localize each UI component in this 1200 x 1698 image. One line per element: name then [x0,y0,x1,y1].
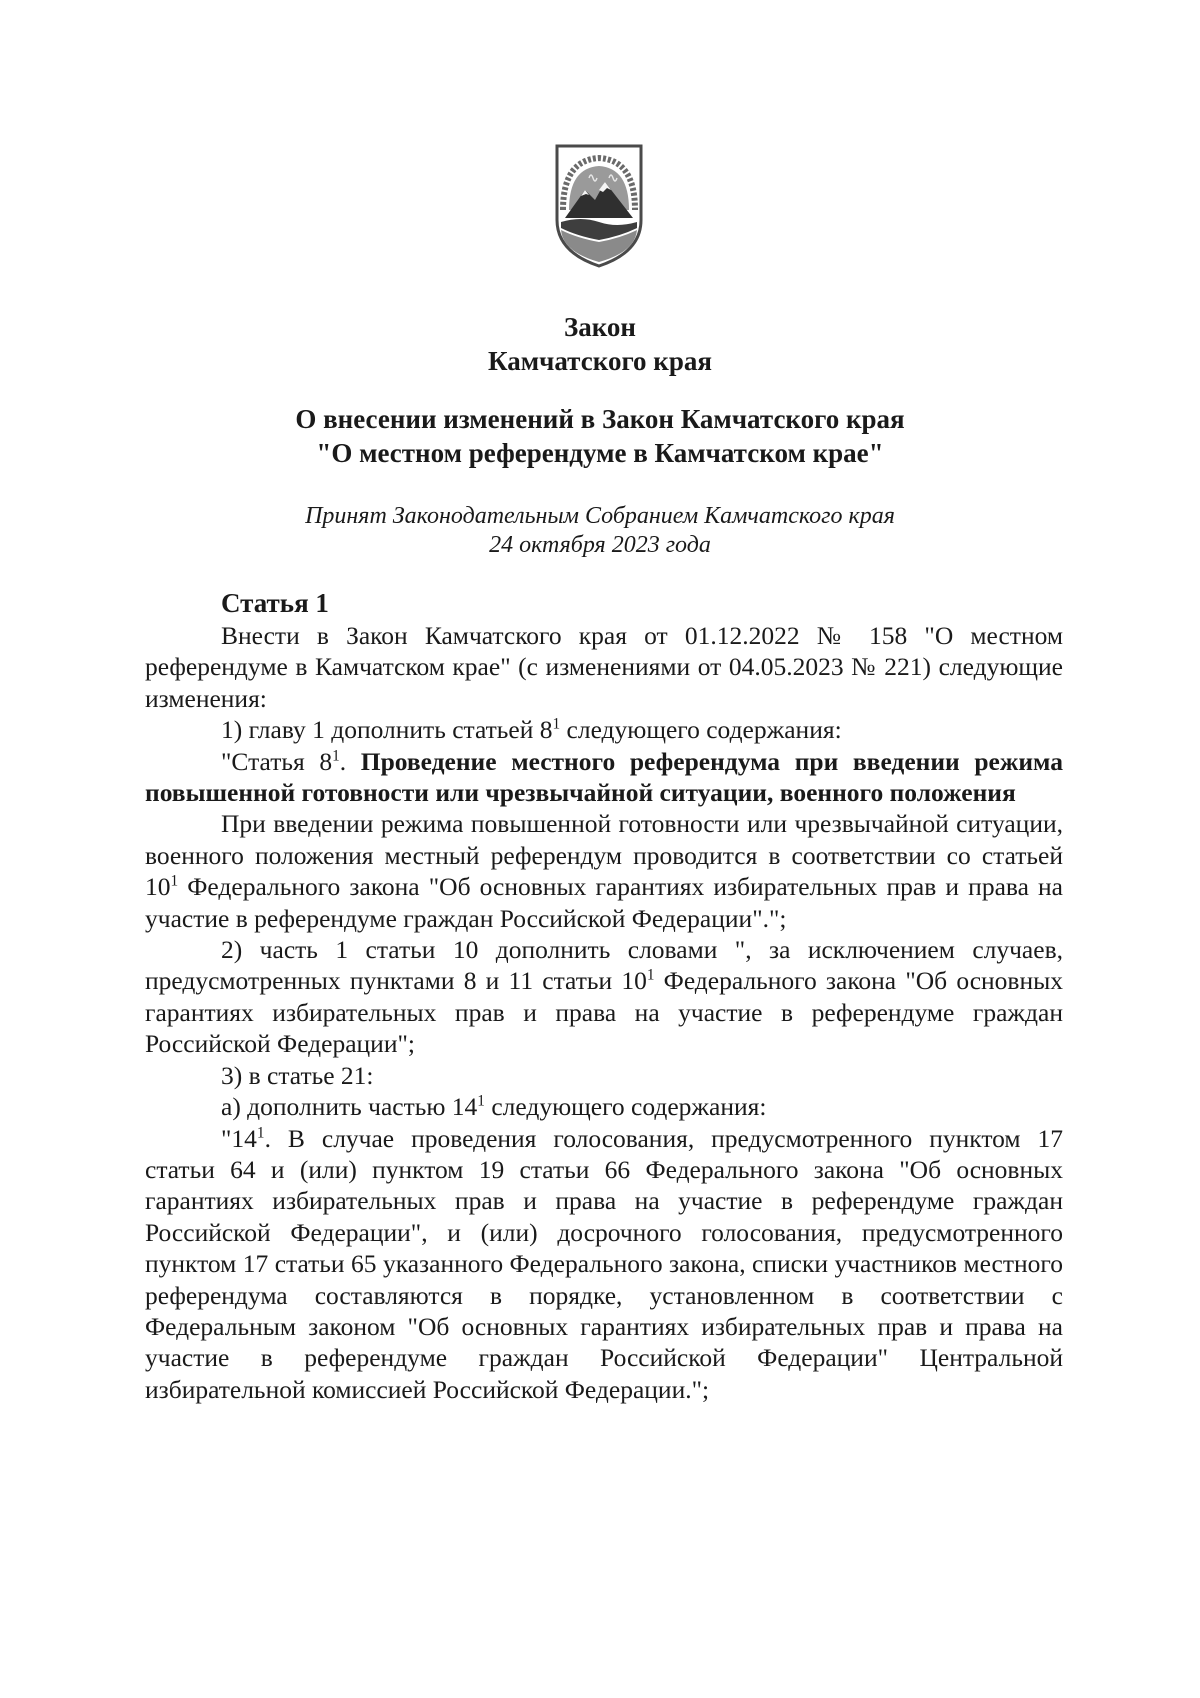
text-span: 1) главу 1 дополнить статьей 8 [221,715,553,745]
text-span: . [339,746,361,776]
paragraph-intro: Внести в Закон Камчатского края от 01.12.2022 № 158 "О местном референдуме в Камчатском крае" (с изменениями от 04.05.2023 № 221) следующие изменения: [145,621,1063,713]
document-body [145,586,1063,1405]
article-heading: Статья 1 [221,588,329,618]
text-span: Федерального закона "Об основных гарантиях избирательных прав и права на участие в референдуме граждан Российской Федерации"; [145,966,1063,1059]
text-span: Федерального закона "Об основных гарантиях избирательных прав и права на участие в референдуме граждан Российской Федерации"."; [145,872,1063,933]
law-subject-line1: О внесении изменений в Закон Камчатского края [295,404,905,434]
superscript: 1 [170,872,179,890]
text-span: . В случае проведения голосования, предусмотренного пунктом 17 статьи 64 и (или) пунктом 19 статьи 66 Федерального закона "Об основных гарантиях избирательных прав и права на участие в референдуме граждан Российской Федерации", и (или) досрочного голосования, предусмотренного пунктом 17 статьи 65 указанного Федерального закона, списки участников местного референдума составляются в порядке, установленном в соответствии с Федеральным законом "Об основных гарантиях избирательных прав и права на участие в референдуме граждан Российской Федерации" Центральной избирательной комиссией Российской Федерации."; [145,1123,1063,1404]
text-span: а) дополнить частью 14 [221,1092,478,1122]
paragraph-item-3: 3) в статье 21: [221,1060,374,1090]
superscript: 1 [552,715,561,733]
text-span: "14 [221,1123,257,1153]
superscript: 1 [477,1092,485,1110]
paragraph-part-14-1 [145,1123,1063,1406]
law-title-line1: Закон [563,312,636,342]
coat-of-arms-icon [551,140,647,270]
adoption-note [140,502,1060,560]
law-title [140,310,1060,378]
paragraph-article-8-1-text [145,808,1063,934]
paragraph-article-8-1 [145,746,1063,809]
adoption-note-line1: Принят Законодательным Собранием Камчатского края [305,503,895,529]
law-subject [140,402,1060,470]
superscript: 1 [646,966,655,984]
adoption-date: 24 октября 2023 года [489,532,711,558]
law-subject-line2: "О местном референдуме в Камчатском крае" [316,438,884,468]
law-title-line2: Камчатского края [488,346,712,376]
paragraph-item-1 [145,714,1063,745]
text-span: 2) часть 1 статьи 10 дополнить словами ", за исключением случаев, предусмотренных пунктами 8 и 11 статьи 10 [145,935,1063,996]
text-span: следующего содержания: [560,715,842,745]
paragraph-item-3a [145,1091,1063,1122]
text-span: При введении режима повышенной готовности или чрезвычайной ситуации, военного положения местный референдум проводится в соответствии со статьей 10 [145,809,1063,902]
superscript: 1 [256,1124,265,1141]
text-span: "Статья 8 [221,746,333,776]
superscript: 1 [332,747,340,765]
text-span: следующего содержания: [484,1092,767,1122]
article-8-1-title: Проведение местного референдума при введении режима повышенной готовности или чрезвычайной ситуации, военного положения [145,746,1063,808]
paragraph-item-2 [145,934,1063,1060]
